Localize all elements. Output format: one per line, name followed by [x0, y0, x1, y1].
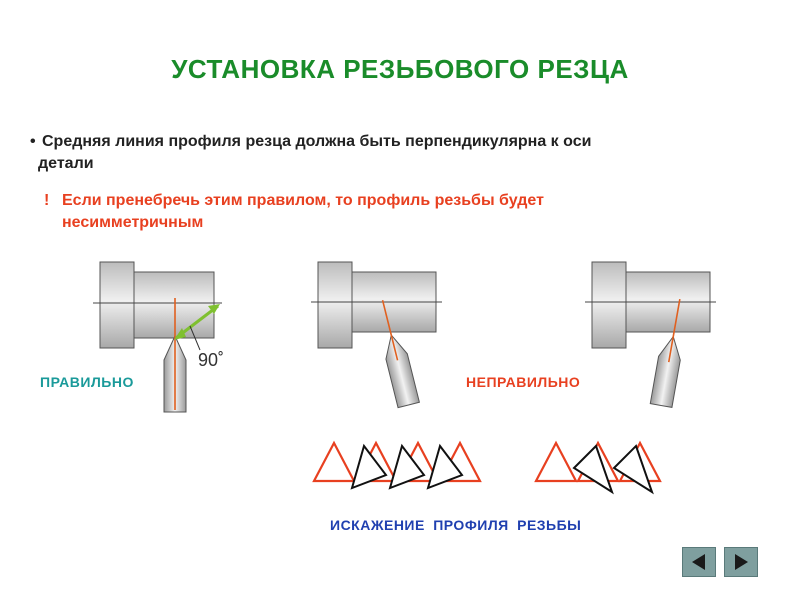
rule-line-1: Средняя линия профиля резца должна быть перпендикулярна к оси [42, 133, 592, 150]
bullet-dot: • [30, 133, 36, 150]
next-slide-button[interactable] [724, 547, 758, 577]
triangle-left-icon [683, 548, 715, 576]
workpiece-incorrect-1 [311, 262, 442, 348]
prev-slide-button[interactable] [682, 547, 716, 577]
thread-profile-distorted-1 [314, 443, 480, 488]
workpiece-correct [93, 262, 222, 348]
workpiece-incorrect-2 [585, 262, 716, 348]
slide-title: УСТАНОВКА РЕЗЬБОВОГО РЕЗЦА [171, 54, 629, 84]
thread-profile-distorted-2 [536, 443, 660, 492]
triangle-right-icon [725, 548, 757, 576]
warning-mark: ! [44, 192, 50, 209]
distortion-caption: ИСКАЖЕНИЕ ПРОФИЛЯ РЕЗЬБЫ [330, 517, 582, 533]
label-incorrect: НЕПРАВИЛЬНО [466, 374, 581, 390]
rule-line-2: детали [38, 155, 94, 172]
warning-line-2: несимметричным [62, 214, 204, 231]
angle-label: 90˚ [198, 350, 225, 370]
label-correct: ПРАВИЛЬНО [40, 374, 134, 390]
warning-line-1: Если пренебречь этим правилом, то профиль резьбы будет [62, 192, 544, 209]
